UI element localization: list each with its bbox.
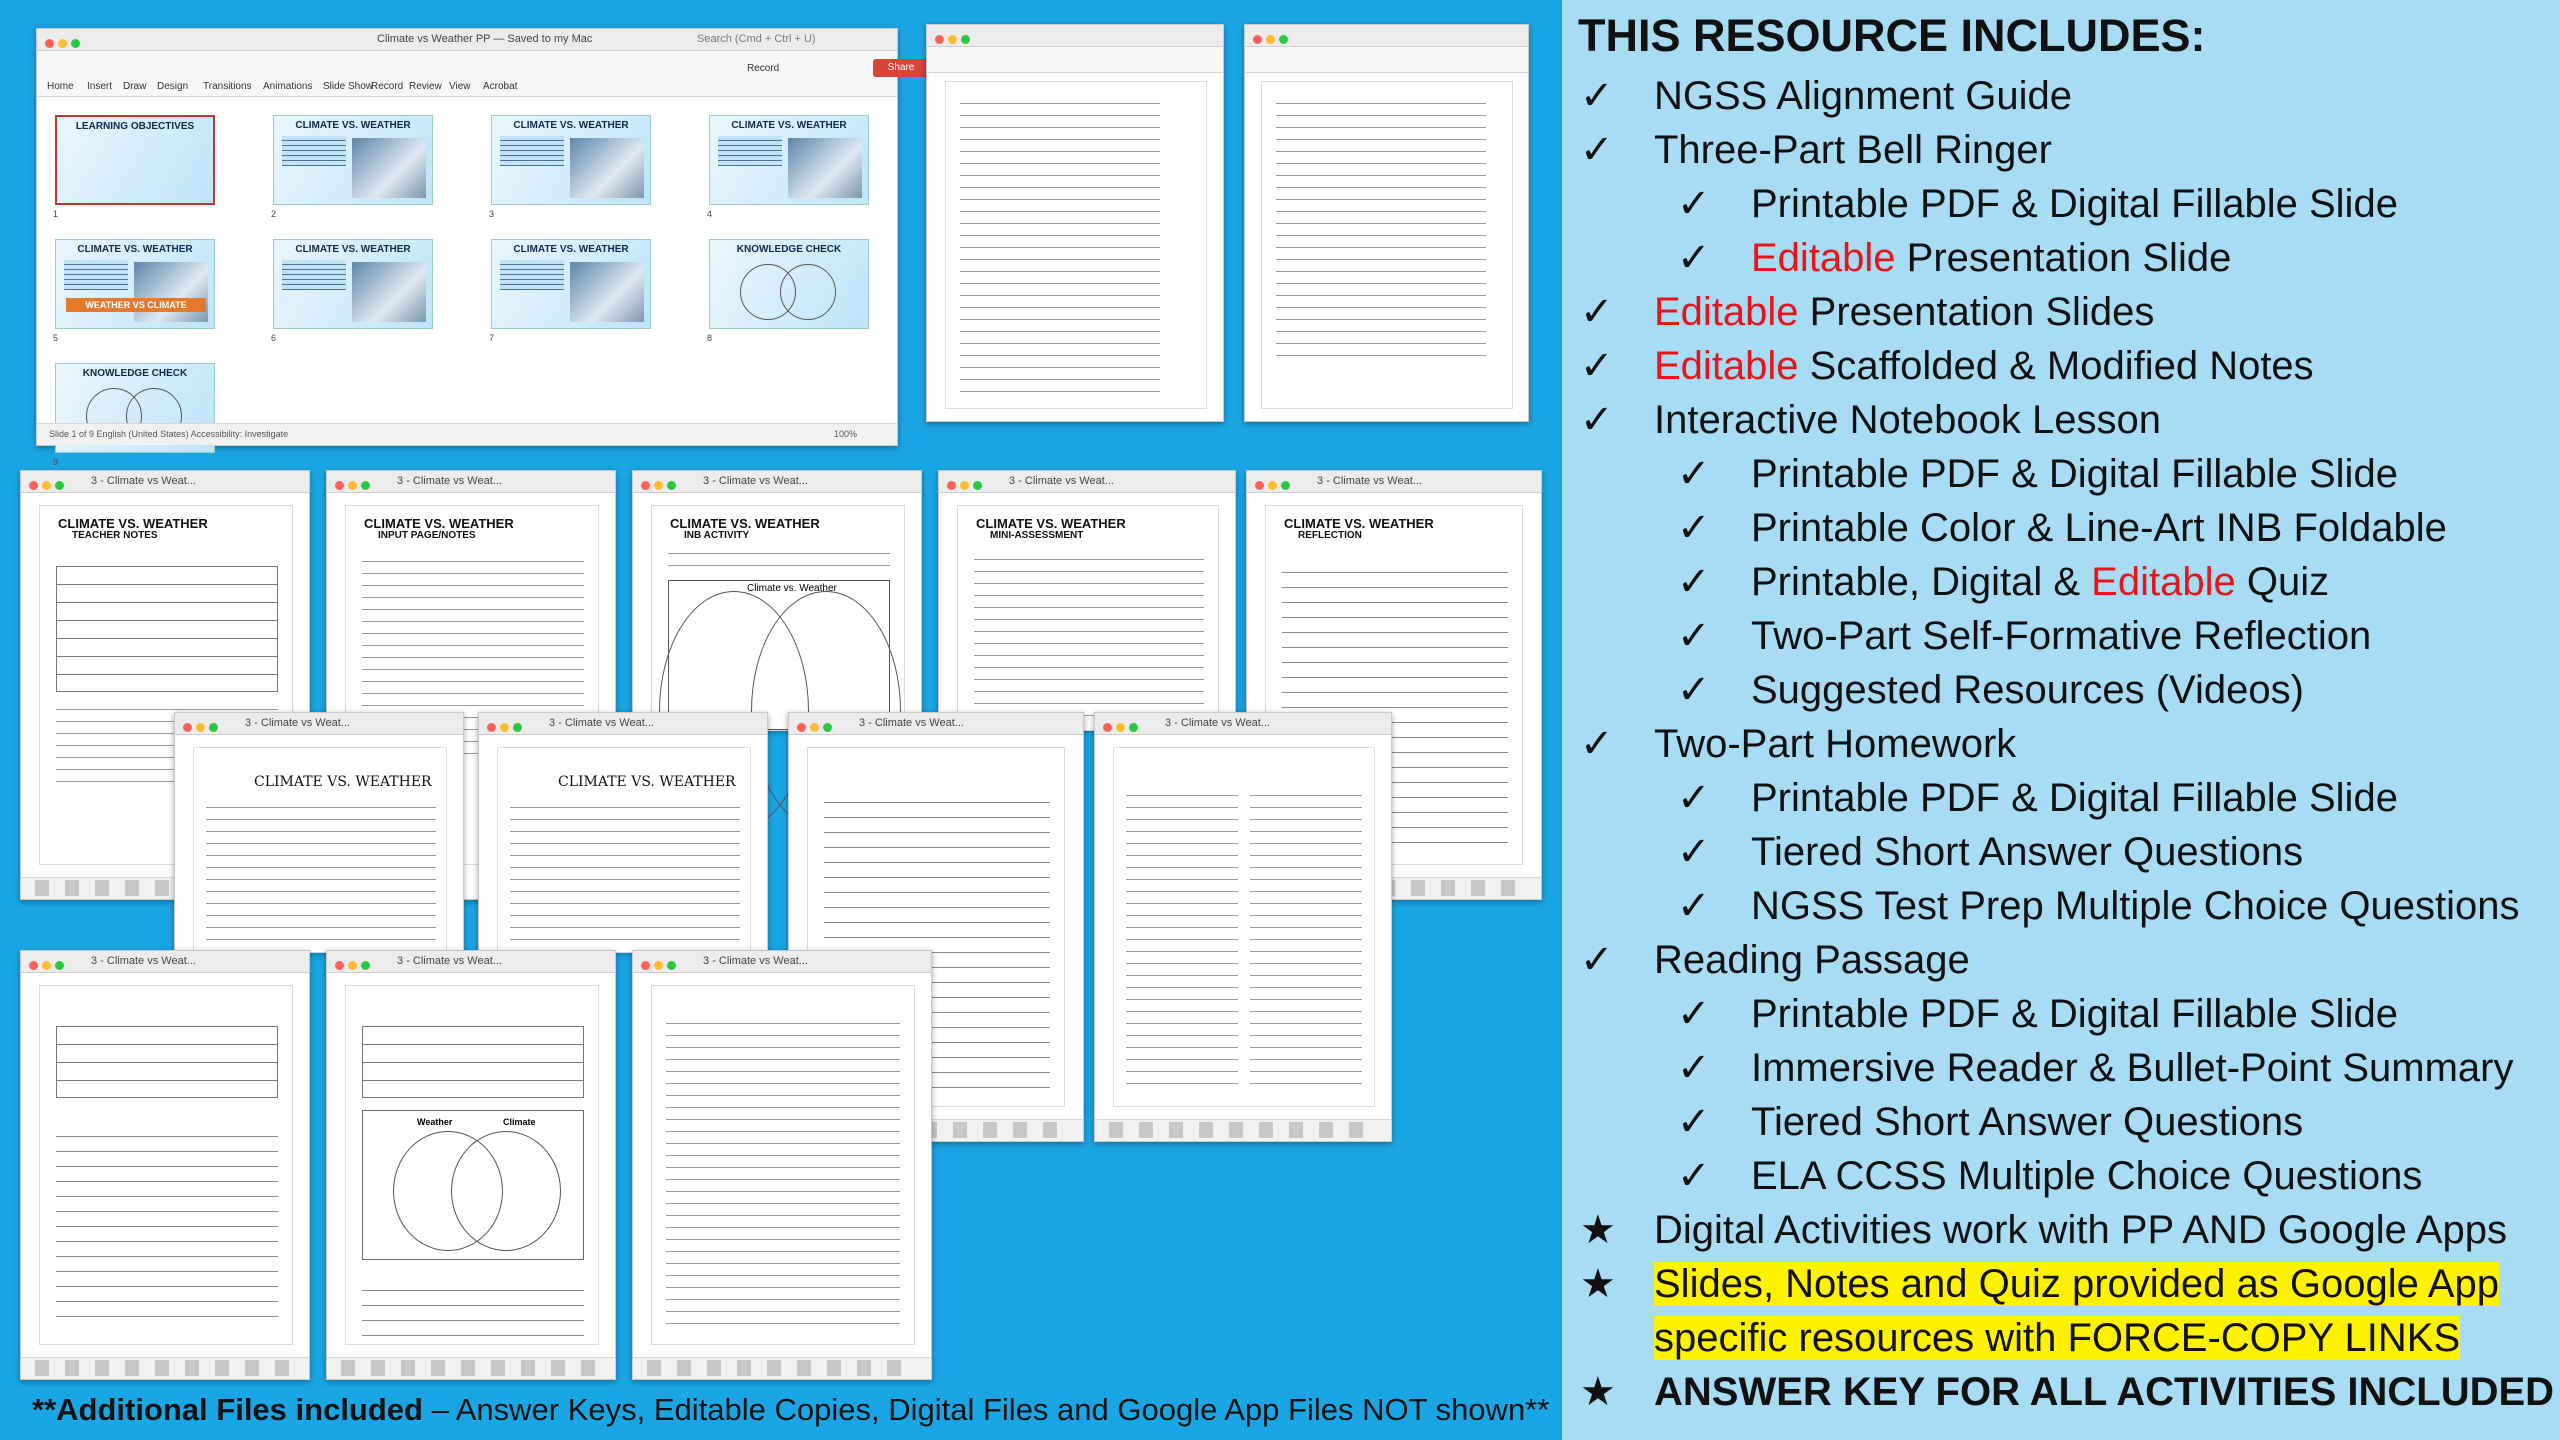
feature-text [1654,286,2154,338]
feature-text [1654,718,2016,770]
ribbon-tab[interactable]: Draw [123,81,147,92]
titlebar [939,471,1235,493]
inb-activity-page [651,505,905,731]
pdf-title: 3 - Climate vs Weat... [91,475,196,487]
summary-page [497,747,751,953]
venn-foldable [668,580,890,730]
slide-thumbnail[interactable] [273,239,433,329]
multiple-choice-page [1113,747,1375,1107]
feature-text-part: Scaffolded & Modified Notes [1798,344,2314,388]
pdf-title: 3 - Climate vs Weat... [859,717,964,729]
doc-subtitle: INPUT PAGE/NOTES [378,530,476,541]
pdf-title: 3 - Climate vs Weat... [397,475,502,487]
summary-text [510,800,740,950]
footnote-rest: – Answer Keys, Editable Copies, Digital Files and Google App Files NOT shown** [422,1392,1550,1427]
check-icon: ✓ [1677,829,1711,875]
feature-text [1654,1204,2507,1256]
standards-table [56,566,278,692]
slide-image [352,262,426,322]
feature-text-part: Digital Activities work with PP AND Google Apps [1654,1208,2507,1252]
slide-thumbnail[interactable] [709,115,869,205]
slide-number: 5 [53,333,59,343]
titlebar [479,713,767,735]
slide-image [788,138,862,198]
slide-number: 2 [271,209,277,219]
titlebar [633,471,921,493]
pdf-title: 3 - Climate vs Weat... [703,475,808,487]
feature-text-part: Printable, Digital & [1751,560,2092,604]
star-icon: ★ [1580,1369,1616,1415]
editable-highlight: Editable [2091,560,2236,604]
slide-title: KNOWLEDGE CHECK [82,368,188,379]
feature-text [1751,826,2303,878]
slide-image [570,138,644,198]
homework-page-2 [345,985,599,1345]
titlebar [1245,25,1528,47]
status-bar [37,423,897,445]
feature-text-part: Printable Color & Line-Art INB Foldable [1751,506,2447,550]
editable-highlight: Editable [1654,290,1799,334]
pdf-window-homework-2 [326,950,616,1380]
slide-number: 7 [489,333,495,343]
check-icon: ✓ [1677,667,1711,713]
reading-text [206,800,436,950]
pdf-title: 3 - Climate vs Weat... [1165,717,1270,729]
feature-text [1654,394,2161,446]
window-controls[interactable] [183,719,227,729]
check-icon: ✓ [1677,451,1711,497]
window-controls[interactable] [45,35,89,45]
slide-title: CLIMATE VS. WEATHER [513,244,629,255]
slide-number: 1 [53,209,59,219]
questions-column-right [1250,788,1362,1088]
pdf-title: 3 - Climate vs Weat... [245,717,350,729]
feature-text [1654,1258,2499,1310]
ribbon-tab[interactable]: Home [47,81,74,92]
doc-subtitle: REFLECTION [1298,530,1362,541]
slide-number: 3 [489,209,495,219]
slide-thumbnail[interactable] [491,115,651,205]
check-icon: ✓ [1677,181,1711,227]
homework-page-3 [651,985,915,1345]
check-icon: ✓ [1677,613,1711,659]
feature-text-part: Two-Part Self-Formative Reflection [1751,614,2372,658]
feature-text-part: Reading Passage [1654,938,1970,982]
definitions-table [362,1026,584,1098]
titlebar [633,951,931,973]
check-icon: ✓ [1580,397,1614,443]
star-icon: ★ [1580,1261,1616,1307]
pdf-window-summary [478,712,768,952]
homework-page-1 [39,985,293,1345]
doc-subtitle: INB ACTIVITY [684,530,750,541]
slide-title: CLIMATE VS. WEATHER [513,120,629,131]
check-icon: ✓ [1580,289,1614,335]
feature-text [1751,988,2398,1040]
feature-text [1751,1096,2303,1148]
status-text: Slide 1 of 9 English (United States) Accessibility: Investigate [49,429,289,439]
footnote-bold: **Additional Files included [32,1392,423,1427]
venn-circle [780,264,836,320]
window-controls[interactable] [1103,719,1147,729]
footnote [32,1392,1549,1428]
editable-highlight: Editable [1654,344,1799,388]
feature-text [1751,664,2304,716]
feature-text-part: Printable PDF & Digital Fillable Slide [1751,992,2398,1036]
word-window-modified-notes [1244,24,1529,422]
pdf-title: 3 - Climate vs Weat... [397,955,502,967]
feature-text-part: ANSWER KEY FOR ALL ACTIVITIES INCLUDED [1654,1370,2555,1414]
check-icon: ✓ [1677,1099,1711,1145]
venn-left-label: Weather [417,1117,453,1127]
page-thumbnails [21,1357,309,1379]
slide-title: CLIMATE VS. WEATHER [295,244,411,255]
titlebar [327,471,615,493]
slide-banner: WEATHER VS CLIMATE [66,298,206,312]
feature-text [1654,934,1970,986]
slide-number: 8 [707,333,713,343]
feature-text-part: Three-Part Bell Ringer [1654,128,2052,172]
window-controls[interactable] [335,957,379,967]
check-icon: ✓ [1677,775,1711,821]
feature-text [1751,178,2398,230]
ribbon-tab[interactable]: Slide Show [323,81,374,92]
feature-text [1751,1150,2422,1202]
page-thumbnails [1095,1119,1391,1141]
feature-text-part: Interactive Notebook Lesson [1654,398,2161,442]
titlebar [175,713,463,735]
slide-title: CLIMATE VS. WEATHER [295,120,411,131]
slide-number: 6 [271,333,277,343]
feature-text-part: Slides, Notes and Quiz provided as Google App [1654,1262,2499,1306]
slide-text [64,260,128,290]
ribbon-tab[interactable]: Review [409,81,442,92]
pdf-title: 3 - Climate vs Weat... [91,955,196,967]
slide-thumbnail[interactable] [55,239,215,329]
doc-title: CLIMATE VS. WEATHER [670,516,820,531]
check-icon: ✓ [1677,235,1711,281]
share-button[interactable]: Share [873,59,929,77]
slide-thumbnail[interactable] [55,115,215,205]
feature-text-part: Quiz [2235,560,2330,604]
check-icon: ✓ [1580,343,1614,389]
venn-right-label: Climate [503,1117,536,1127]
feature-text [1751,772,2398,824]
slide-text [718,136,782,166]
pdf-window-multiple-choice [1094,712,1392,1142]
feature-text-part: Two-Part Homework [1654,722,2017,766]
pdf-title: 3 - Climate vs Weat... [1317,475,1422,487]
record-button[interactable]: Record [747,63,780,74]
feature-text-part: Tiered Short Answer Questions [1751,1100,2304,1144]
check-icon: ✓ [1677,1153,1711,1199]
questions-column-left [1126,788,1238,1088]
feature-text-part: Presentation Slides [1798,290,2155,334]
check-icon: ✓ [1580,127,1614,173]
ribbon-tab[interactable]: Acrobat [483,81,518,92]
check-icon: ✓ [1580,73,1614,119]
check-icon: ✓ [1677,505,1711,551]
venn-diagram [362,1110,584,1260]
powerpoint-window [36,28,915,467]
ribbon-tab[interactable]: Transitions [203,81,252,92]
titlebar [927,25,1223,47]
slide-number: 9 [53,457,59,467]
resource-title: THIS RESOURCE INCLUDES: [1578,10,2206,61]
slide-image [134,262,208,322]
feature-text-part: Printable PDF & Digital Fillable Slide [1751,776,2398,820]
ribbon [1245,47,1528,73]
modified-notes-page [1261,81,1513,409]
mini-assessment-page [957,505,1219,731]
word-window-notes [926,24,1224,422]
titlebar [1095,713,1391,735]
titlebar [21,471,309,493]
pdf-window-homework-3 [632,950,932,1380]
ribbon-tab[interactable]: Animations [263,81,313,92]
pdf-window-reading-passage [174,712,464,952]
feature-text [1654,70,2072,122]
pdf-window-inb-activity [632,470,922,730]
slide-title: LEARNING OBJECTIVES [75,121,195,132]
feature-text-part: NGSS Alignment Guide [1654,74,2072,118]
page-thumbnails [633,1357,931,1379]
check-icon: ✓ [1580,721,1614,767]
slide-text [500,136,564,166]
feature-text [1751,232,2231,284]
window-controls[interactable] [29,477,73,487]
search-box[interactable]: Search (Cmd + Ctrl + U) [697,33,816,45]
feature-text-part: ELA CCSS Multiple Choice Questions [1751,1154,2423,1198]
slide-number: 4 [707,209,713,219]
check-icon: ✓ [1677,883,1711,929]
pdf-title: 3 - Climate vs Weat... [1009,475,1114,487]
venn-circle-right [451,1131,561,1251]
feature-text-part: Presentation Slide [1895,236,2232,280]
feature-text [1654,1366,2554,1418]
feature-text-part: Immersive Reader & Bullet-Point Summary [1751,1046,2514,1090]
window-controls[interactable] [641,957,685,967]
page-thumbnails [327,1357,615,1379]
feature-text-part: specific resources with FORCE-COPY LINKS [1654,1316,2461,1360]
notes-text [960,96,1160,396]
feature-text-part: Printable PDF & Digital Fillable Slide [1751,182,2398,226]
window-controls[interactable] [487,719,531,729]
doc-title: CLIMATE VS. WEATHER [364,516,514,531]
star-icon: ★ [1580,1207,1616,1253]
modified-notes-text [1276,96,1486,356]
doc-subtitle: TEACHER NOTES [72,530,158,541]
slide-thumbnail[interactable] [273,115,433,205]
feature-text [1751,610,2371,662]
slide-title: KNOWLEDGE CHECK [736,244,842,255]
feature-text-part: Printable PDF & Digital Fillable Slide [1751,452,2398,496]
titlebar [789,713,1083,735]
slide-text [500,260,564,290]
window-controls[interactable] [335,477,379,487]
venn-top-label: Climate vs. Weather [747,583,837,594]
window-controls[interactable] [29,957,73,967]
feature-text [1751,880,2520,932]
feature-text [1654,340,2314,392]
editable-highlight: Editable [1751,236,1896,280]
titlebar [21,951,309,973]
feature-text [1654,1312,2460,1364]
ribbon [927,47,1223,73]
feature-text [1751,1042,2513,1094]
window-title: Climate vs Weather PP — Saved to my Mac [377,33,593,45]
zoom-level[interactable]: 100% [833,429,857,439]
reading-title: CLIMATE VS. WEATHER [254,774,432,790]
summary-title: CLIMATE VS. WEATHER [558,774,736,790]
instructions-text [668,546,890,570]
pdf-title: 3 - Climate vs Weat... [549,717,654,729]
slide-thumbnail[interactable] [491,239,651,329]
check-icon: ✓ [1677,991,1711,1037]
answer-lines [362,1276,584,1336]
feature-text-part: Tiered Short Answer Questions [1751,830,2304,874]
window-controls[interactable] [947,477,991,487]
feature-text [1751,556,2329,608]
slide-image [352,138,426,198]
slide-thumbnail[interactable] [709,239,869,329]
answer-lines [56,1122,278,1322]
window-controls[interactable] [1255,477,1299,487]
check-icon: ✓ [1677,1045,1711,1091]
questions-text [974,552,1204,722]
ribbon-tab[interactable]: Record [371,81,404,92]
check-icon: ✓ [1580,937,1614,983]
slide-title: CLIMATE VS. WEATHER [731,120,847,131]
ribbon-tab[interactable]: View [449,81,471,92]
feature-text [1751,448,2398,500]
definitions-table [56,1026,278,1098]
titlebar [1247,471,1541,493]
window-controls[interactable] [935,31,979,41]
pdf-window-homework-1 [20,950,310,1380]
window-controls[interactable] [641,477,685,487]
notes-page [945,81,1207,409]
window-controls[interactable] [1253,31,1297,41]
window-controls[interactable] [797,719,841,729]
reading-passage-page [193,747,447,953]
questions-text [666,1016,900,1332]
slide-text [282,136,346,166]
feature-text-part: NGSS Test Prep Multiple Choice Questions [1751,884,2520,928]
slide-title: CLIMATE VS. WEATHER [77,244,193,255]
pdf-title: 3 - Climate vs Weat... [703,955,808,967]
doc-title: CLIMATE VS. WEATHER [976,516,1126,531]
feature-text-part: Suggested Resources (Videos) [1751,668,2304,712]
feature-text [1654,124,2052,176]
doc-title: CLIMATE VS. WEATHER [1284,516,1434,531]
titlebar [327,951,615,973]
slide-text [282,260,346,290]
check-icon: ✓ [1677,559,1711,605]
titlebar [37,29,897,51]
doc-subtitle: MINI-ASSESSMENT [990,530,1084,541]
feature-text [1751,502,2447,554]
slide-image [570,262,644,322]
doc-title: CLIMATE VS. WEATHER [58,516,208,531]
ribbon-tab[interactable]: Insert [87,81,113,92]
ribbon-tab[interactable]: Design [157,81,189,92]
pdf-window-mini-assessment [938,470,1236,730]
